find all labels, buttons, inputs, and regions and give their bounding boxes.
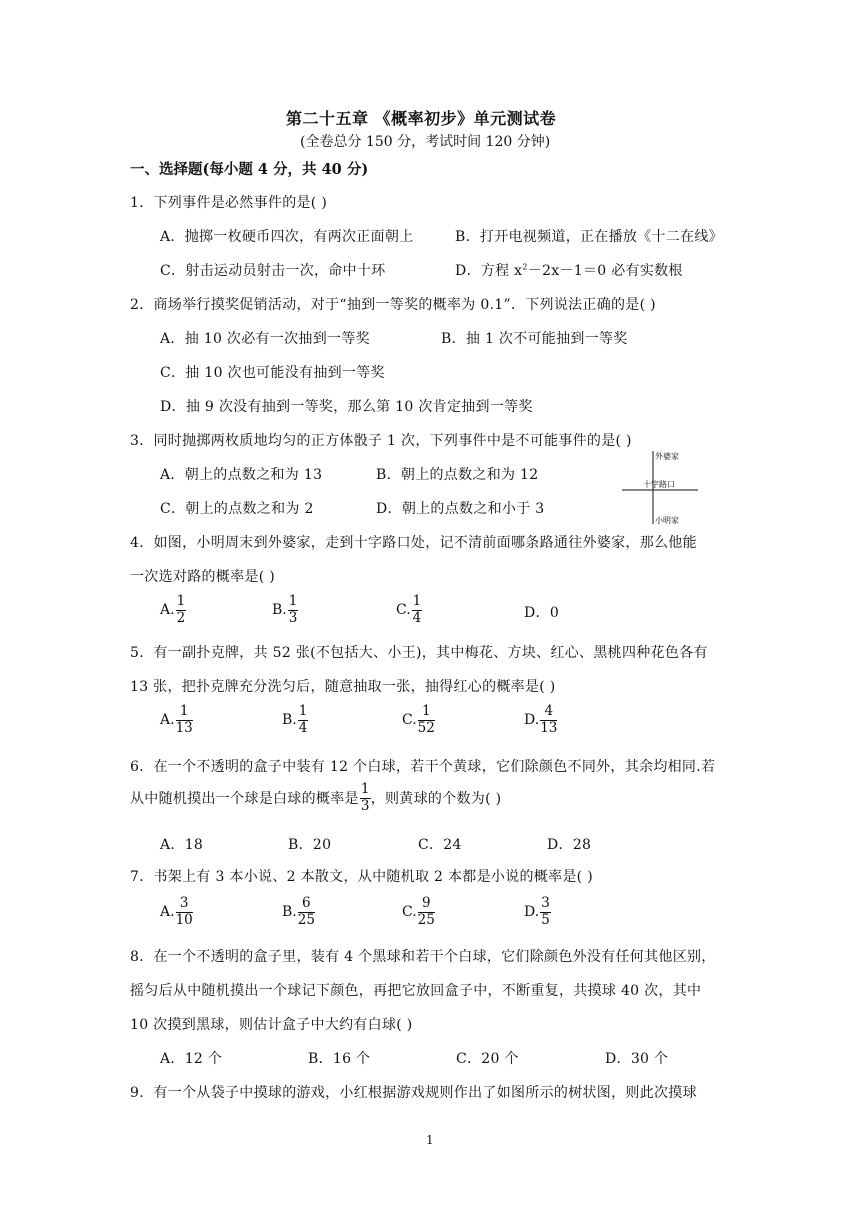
q6-option-a: A．18 <box>160 837 204 853</box>
question-7: 7．书架上有 3 本小说、2 本散文，从中随机取 2 本都是小说的概率是( ) <box>130 869 593 885</box>
q7-option-b: B. $\frac{6}{25}$ <box>282 895 315 928</box>
question-8-line-3: 10 次摸到黑球，则估计盒子中大约有白球( ) <box>130 1017 413 1033</box>
q6-option-d: D．28 <box>547 837 592 853</box>
q2-option-c: C．抽 10 次也可能没有抽到一等奖 <box>160 365 385 381</box>
q1-option-c: C．射击运动员射击一次，命中十环 <box>160 263 386 279</box>
q4-option-a: A. $\frac{1}{2}$ <box>160 593 186 626</box>
q8-option-c: C．20 个 <box>456 1051 519 1067</box>
q5-option-c: C. $\frac{1}{52}$ <box>402 703 435 736</box>
question-8-line-1: 8．在一个不透明的盒子里，装有 4 个黑球和若干个白球，它们除颜色外没有任何其他区别， <box>130 949 716 965</box>
q6-option-c: C．24 <box>418 837 462 853</box>
figure-label-grandma-home: 外婆家 <box>655 452 679 461</box>
q8-option-a: A．12 个 <box>160 1051 223 1067</box>
q1-option-d: D．方程 $x^2-2x-1=0$ 必有实数根 <box>455 262 683 279</box>
q3-option-b: B．朝上的点数之和为 12 <box>376 467 539 483</box>
q8-option-d: D．30 个 <box>605 1051 669 1067</box>
question-2: 2．商场举行摸奖促销活动，对于“抽到一等奖的概率为 0.1”．下列说法正确的是( ) <box>130 297 656 313</box>
q5-option-b: B. $\frac{1}{4}$ <box>282 703 308 736</box>
q1-option-b: B．打开电视频道，正在播放《十二在线》 <box>455 229 723 245</box>
question-5-line-1: 5．有一副扑克牌，共 52 张(不包括大、小王)，其中梅花、方块、红心、黑桃四种花色各有 <box>130 645 708 661</box>
figure-label-crossroad: 十字路口 <box>643 480 675 489</box>
q5-option-d: D. $\frac{4}{13}$ <box>524 703 558 736</box>
q3-option-c: C．朝上的点数之和为 2 <box>160 501 314 517</box>
question-1: 1．下列事件是必然事件的是( ) <box>130 195 328 211</box>
question-5-line-2: 13 张，把扑克牌充分洗匀后，随意抽取一张，抽得红心的概率是( ) <box>130 679 556 695</box>
question-6-line-2: 从中随机摸出一个球是白球的概率是 $\frac{1}{3}$ ，则黄球的个数为( ) <box>130 781 502 814</box>
question-4-line-1: 4．如图，小明周末到外婆家，走到十字路口处，记不清前面哪条路通往外婆家，那么他能 <box>130 535 697 551</box>
question-4-line-2: 一次选对路的概率是( ) <box>130 569 275 585</box>
question-9-line-1: 9．有一个从袋子中摸球的游戏，小红根据游戏规则作出了如图所示的树状图，则此次摸球 <box>130 1085 697 1101</box>
q7-option-a: A. $\frac{3}{10}$ <box>160 895 193 928</box>
page-number: 1 <box>426 1133 434 1147</box>
q5-option-a: A. $\frac{1}{13}$ <box>160 703 193 736</box>
q8-option-b: B．16 个 <box>308 1051 371 1067</box>
q3-option-a: A．朝上的点数之和为 13 <box>160 467 323 483</box>
page-subtitle: (全卷总分 150 分，考试时间 120 分钟) <box>300 134 551 150</box>
question-3: 3．同时抛掷两枚质地均匀的正方体骰子 1 次，下列事件中是不可能事件的是( ) <box>130 433 632 449</box>
crossroad-figure <box>618 448 700 528</box>
question-6-line-1: 6．在一个不透明的盒子中装有 12 个白球，若干个黄球，它们除颜色不同外，其余均相同.若 <box>130 759 716 775</box>
q1-option-a: A．抛掷一枚硬币四次，有两次正面朝上 <box>160 229 414 245</box>
q4-option-c: C. $\frac{1}{4}$ <box>396 593 422 626</box>
q4-option-d: D．0 <box>524 605 560 621</box>
q2-option-a: A．抽 10 次必有一次抽到一等奖 <box>160 331 370 347</box>
q2-option-b: B．抽 1 次不可能抽到一等奖 <box>441 331 628 347</box>
q2-option-d: D．抽 9 次没有抽到一等奖，那么第 10 次肯定抽到一等奖 <box>160 399 533 415</box>
q3-option-d: D．朝上的点数之和小于 3 <box>376 501 545 517</box>
figure-label-xiaoming-home: 小明家 <box>655 516 679 525</box>
q6-option-b: B．20 <box>288 837 332 853</box>
q4-option-b: B. $\frac{1}{3}$ <box>272 593 298 626</box>
q7-option-c: C. $\frac{9}{25}$ <box>402 895 435 928</box>
section-heading: 一、选择题(每小题 4 分，共 40 分) <box>130 161 369 178</box>
page-title: 第二十五章 《概率初步》单元测试卷 <box>286 109 557 128</box>
q7-option-d: D. $\frac{3}{5}$ <box>524 895 550 928</box>
question-8-line-2: 摇匀后从中随机摸出一个球记下颜色，再把它放回盒子中，不断重复，共摸球 40 次，其中 <box>130 983 702 999</box>
